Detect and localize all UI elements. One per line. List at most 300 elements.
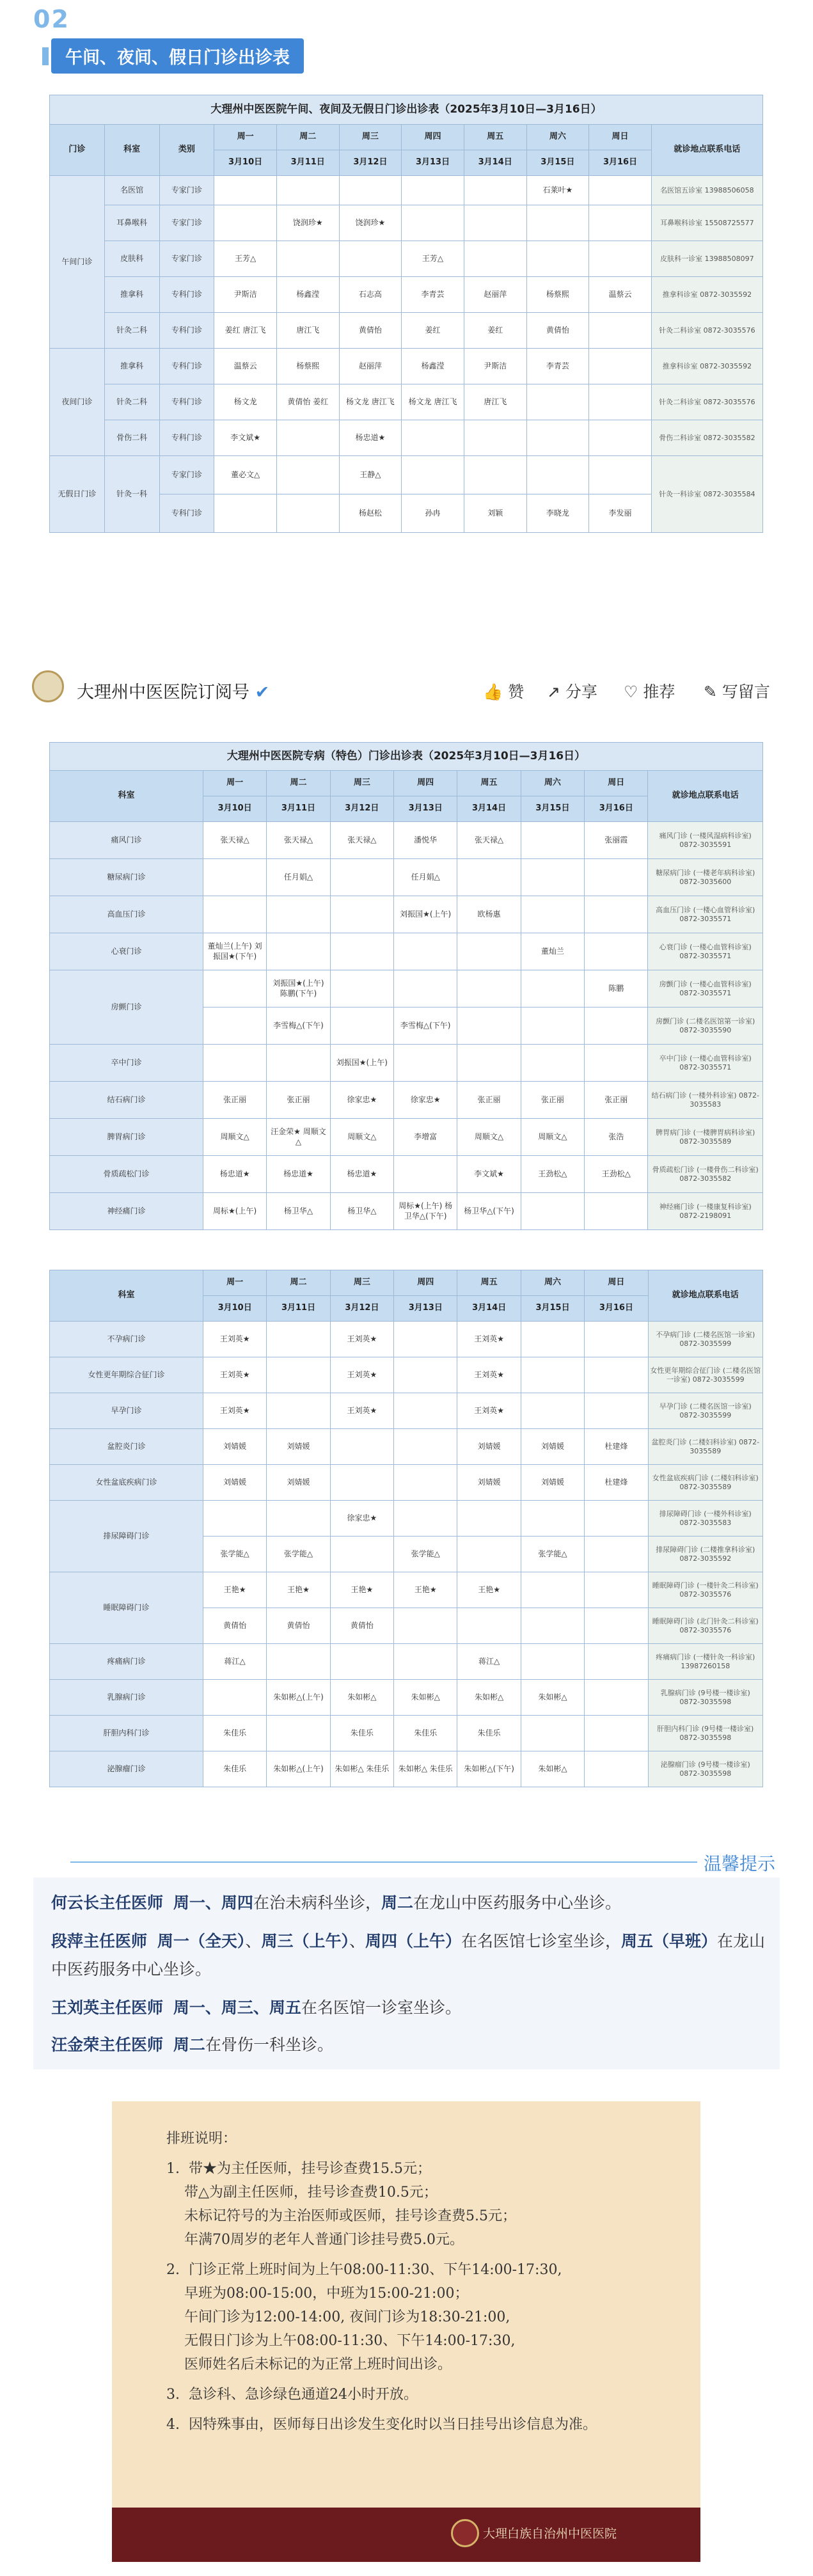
table-row	[50, 1680, 763, 1716]
heart-icon: ♡	[624, 683, 638, 701]
doctor-cell	[521, 1644, 584, 1680]
doctor-cell: 周标★(上午) 杨卫华△(下午)	[394, 1193, 457, 1230]
doctor-cell: 李文斌★	[214, 420, 277, 456]
doctor-cell: 黄倩怡	[203, 1608, 266, 1644]
doctor-cell	[330, 1429, 393, 1465]
contact-cell: 女性盆底疾病门诊 (二楼妇科诊室) 0872-3035589	[648, 1465, 762, 1501]
hospital-logo-icon	[451, 2519, 479, 2547]
doctor-cell	[457, 1608, 521, 1644]
doctor-cell	[267, 1716, 330, 1751]
doctor-cell	[585, 1322, 648, 1357]
doctor-cell	[394, 1045, 457, 1082]
dept-cell: 肝胆内科门诊	[50, 1716, 203, 1751]
doctor-cell	[521, 1572, 584, 1608]
header-dept: 科室	[104, 125, 159, 176]
header-date: 3月12日	[330, 796, 393, 822]
doctor-cell	[394, 933, 457, 970]
doctor-cell: 刘婧媛	[203, 1429, 266, 1465]
doctor-cell: 王芳△	[402, 241, 464, 277]
doctor-cell: 王艳★	[330, 1572, 393, 1608]
doctor-cell: 王刘英★	[330, 1393, 393, 1429]
doctor-cell	[589, 241, 652, 277]
contact-cell: 肝胆内科门诊 (9号楼一楼诊室) 0872-3035598	[648, 1716, 762, 1751]
doctor-cell	[585, 1045, 648, 1082]
doctor-cell	[203, 896, 266, 933]
dept-cell: 睡眠障碍门诊	[50, 1572, 203, 1644]
thumb-up-icon: 👍	[483, 683, 503, 701]
doctor-cell	[267, 1393, 330, 1429]
doctor-cell: 朱如彬△	[457, 1680, 521, 1716]
doctor-cell: 尹斯洁	[214, 277, 277, 313]
doctor-cell: 张正丽	[457, 1082, 521, 1119]
notice-line: 带△为副主任医师，挂号诊查费10.5元；	[166, 2185, 438, 2201]
doctor-cell	[585, 1716, 648, 1751]
table-title: 大理州中医医院专病（特色）门诊出诊表（2025年3月10日—3月16日）	[50, 743, 763, 771]
type-cell: 专家门诊	[159, 456, 214, 494]
comment-icon: ✎	[704, 683, 717, 701]
doctor-cell	[585, 859, 648, 896]
doctor-cell: 刘婧媛	[457, 1429, 521, 1465]
doctor-cell	[457, 859, 521, 896]
doctor-cell: 朱佳乐	[457, 1716, 521, 1751]
dept-cell: 推拿科	[104, 277, 159, 313]
doctor-cell: 朱佳乐	[203, 1716, 266, 1751]
doctor-cell: 杨鑫滢	[276, 277, 339, 313]
doctor-cell	[521, 1322, 584, 1357]
type-cell: 专家门诊	[159, 205, 214, 241]
clinic-group: 午间门诊	[50, 176, 105, 349]
doctor-cell	[330, 970, 393, 1007]
clinic-group: 夜间门诊	[50, 349, 105, 456]
doctor-cell	[267, 1644, 330, 1680]
doctor-cell: 汪金荣★ 周顺文△	[267, 1119, 330, 1156]
header-day: 周六	[526, 125, 589, 150]
header-date: 3月12日	[339, 150, 402, 176]
doctor-cell	[394, 1393, 457, 1429]
doctor-cell	[526, 456, 589, 494]
doctor-cell: 杨卫华△	[330, 1193, 393, 1230]
doctor-cell: 石志高	[339, 277, 402, 313]
doctor-cell	[521, 1716, 584, 1751]
doctor-cell	[203, 859, 266, 896]
dept-cell: 疼痛病门诊	[50, 1644, 203, 1680]
doctor-cell: 饶润珍★	[339, 205, 402, 241]
doctor-cell: 任月娟△	[267, 859, 330, 896]
doctor-cell: 王刘英★	[457, 1357, 521, 1393]
doctor-cell	[394, 1465, 457, 1501]
doctor-cell: 朱如彬△	[330, 1680, 393, 1716]
table-row	[50, 1045, 763, 1082]
doctor-cell: 尹斯洁	[464, 349, 526, 384]
header-date: 3月16日	[589, 150, 652, 176]
doctor-cell	[521, 1393, 584, 1429]
doctor-cell	[330, 1537, 393, 1572]
table-title: 大理州中医医院午间、夜间及无假日门诊出诊表（2025年3月10日—3月16日）	[50, 95, 763, 125]
doctor-cell: 杨蔡熙	[526, 277, 589, 313]
doctor-cell	[267, 1357, 330, 1393]
doctor-cell	[339, 176, 402, 205]
doctor-cell	[402, 205, 464, 241]
header-dept: 科室	[50, 771, 203, 822]
doctor-cell: 唐江飞	[464, 384, 526, 420]
doctor-cell: 徐家忠★	[330, 1082, 393, 1119]
doctor-cell: 董必文△	[214, 456, 277, 494]
doctor-cell: 王刘英★	[330, 1322, 393, 1357]
type-cell: 专科门诊	[159, 277, 214, 313]
doctor-cell: 张天禄△	[457, 822, 521, 859]
notice-heading: 排班说明：	[166, 2131, 237, 2147]
tip-2: 段萍主任医师 周一（全天）、周三（上午）、周四（上午）在名医馆七诊室坐诊，周五（早班）在龙山中医药服务中心坐诊。	[51, 1932, 766, 1979]
contact-cell: 针灸二科诊室 0872-3035576	[651, 384, 762, 420]
doctor-cell	[330, 859, 393, 896]
doctor-cell: 李雪梅△(下午)	[394, 1007, 457, 1045]
type-cell: 专家门诊	[159, 176, 214, 205]
doctor-cell: 温蔡云	[589, 277, 652, 313]
doctor-cell: 朱如彬△	[521, 1751, 584, 1787]
doctor-cell: 刘婧媛	[521, 1465, 584, 1501]
share-icon: ↗	[547, 683, 560, 701]
header-date: 3月14日	[457, 1296, 521, 1322]
doctor-cell: 杜建烽	[585, 1429, 648, 1465]
table-row	[50, 456, 763, 494]
doctor-cell: 姜红	[402, 313, 464, 349]
doctor-cell: 唐江飞	[276, 313, 339, 349]
header-date: 3月11日	[267, 1296, 330, 1322]
doctor-cell: 黄倩怡	[526, 313, 589, 349]
doctor-cell: 周顺文△	[330, 1119, 393, 1156]
doctor-cell	[394, 1608, 457, 1644]
doctor-cell: 张天禄△	[267, 822, 330, 859]
doctor-cell: 张正丽	[521, 1082, 584, 1119]
doctor-cell	[457, 1045, 521, 1082]
doctor-cell: 王刘英★	[203, 1357, 266, 1393]
doctor-cell: 刘婧媛	[267, 1465, 330, 1501]
doctor-cell	[276, 494, 339, 533]
doctor-cell: 王芳△	[214, 241, 277, 277]
contact-cell: 卒中门诊 (一楼心血管科诊室) 0872-3035571	[648, 1045, 763, 1082]
doctor-cell	[521, 1501, 584, 1537]
doctor-cell	[526, 384, 589, 420]
table-row	[50, 1501, 763, 1537]
doctor-cell	[464, 205, 526, 241]
notice-line: 未标记符号的为主治医师或医师，挂号诊查费5.5元；	[166, 2208, 516, 2224]
dept-cell: 房颤门诊	[50, 970, 203, 1045]
header-day: 周六	[521, 771, 584, 796]
doctor-cell	[589, 349, 652, 384]
doctor-cell	[214, 205, 277, 241]
contact-cell: 早孕门诊 (二楼名医馆一诊室) 0872-3035599	[648, 1393, 762, 1429]
header-day: 周日	[585, 1270, 648, 1296]
doctor-cell: 张天禄△	[330, 822, 393, 859]
doctor-cell: 董灿兰	[521, 933, 584, 970]
doctor-cell: 刘婧媛	[203, 1465, 266, 1501]
notice-line: 年满70周岁的老年人普通门诊挂号费5.0元。	[166, 2232, 464, 2248]
doctor-cell: 朱如彬△(下午)	[457, 1751, 521, 1787]
notice-line: 3. 急诊科、急诊绿色通道24小时开放。	[166, 2387, 418, 2403]
doctor-cell: 杨卫华△	[267, 1193, 330, 1230]
doctor-cell: 张正丽	[585, 1082, 648, 1119]
dept-cell: 糖尿病门诊	[50, 859, 203, 896]
header-date: 3月14日	[464, 150, 526, 176]
doctor-cell	[394, 970, 457, 1007]
type-cell: 专科门诊	[159, 420, 214, 456]
table-row	[50, 1322, 763, 1357]
table-row	[50, 1465, 763, 1501]
doctor-cell: 杨鑫滢	[402, 349, 464, 384]
doctor-cell	[330, 896, 393, 933]
doctor-cell: 黄倩怡	[339, 313, 402, 349]
contact-cell: 不孕病门诊 (二楼名医馆一诊室) 0872-3035599	[648, 1322, 762, 1357]
dept-cell: 女性盆底疾病门诊	[50, 1465, 203, 1501]
doctor-cell: 赵丽萍	[339, 349, 402, 384]
table-row	[50, 1156, 763, 1193]
contact-cell: 女性更年期综合征门诊 (二楼名医馆一诊室) 0872-3035599	[648, 1357, 762, 1393]
header-type: 类别	[159, 125, 214, 176]
dept-cell: 脾胃病门诊	[50, 1119, 203, 1156]
doctor-cell	[330, 1644, 393, 1680]
doctor-cell	[214, 176, 277, 205]
table-row	[50, 205, 763, 241]
share-button[interactable]: ↗ 分享	[547, 683, 597, 701]
doctor-cell	[267, 1045, 330, 1082]
doctor-cell	[521, 859, 584, 896]
doctor-cell: 杜建烽	[585, 1465, 648, 1501]
notice-line: 医师姓名后未标记的为正常上班时间出诊。	[166, 2357, 452, 2373]
doctor-cell: 朱如彬△	[521, 1680, 584, 1716]
doctor-cell	[585, 1680, 648, 1716]
doctor-cell	[457, 1537, 521, 1572]
table-row	[50, 313, 763, 349]
special-clinic-table-2	[49, 1270, 763, 1787]
dept-cell: 排尿障碍门诊	[50, 1501, 203, 1572]
table-row	[50, 1572, 763, 1608]
header-date: 3月13日	[394, 796, 457, 822]
doctor-cell: 朱如彬△ 朱佳乐	[394, 1751, 457, 1787]
doctor-cell: 王刘英★	[457, 1393, 521, 1429]
doctor-cell: 王艳★	[267, 1572, 330, 1608]
doctor-cell: 王刘英★	[330, 1357, 393, 1393]
tip-3: 王刘英主任医师 周一、周三、周五在名医馆一诊室坐诊。	[51, 1998, 461, 2017]
contact-cell: 睡眠障碍门诊 (北门针灸二科诊室) 0872-3035576	[648, 1608, 762, 1644]
doctor-cell	[521, 970, 584, 1007]
doctor-cell: 张正丽	[203, 1082, 266, 1119]
doctor-cell	[267, 1501, 330, 1537]
header-day: 周四	[402, 125, 464, 150]
table-row	[50, 1751, 763, 1787]
doctor-cell	[585, 1007, 648, 1045]
contact-cell: 推拿科诊室 0872-3035592	[651, 349, 762, 384]
table-row	[50, 859, 763, 896]
section-title: 午间、夜间、假日门诊出诊表	[51, 38, 304, 74]
section-number: 02	[33, 5, 70, 33]
dept-cell: 盆腔炎门诊	[50, 1429, 203, 1465]
doctor-cell: 王劲松△	[521, 1156, 584, 1193]
dept-cell: 高血压门诊	[50, 896, 203, 933]
contact-cell: 脾胃病门诊 (一楼脾胃病科诊室) 0872-3035589	[648, 1119, 763, 1156]
notice-line: 1. 带★为主任医师，挂号诊查费15.5元；	[166, 2161, 431, 2177]
dept-cell: 不孕病门诊	[50, 1322, 203, 1357]
doctor-cell	[589, 384, 652, 420]
contact-cell: 痛风门诊 (一楼风湿病科诊室) 0872-3035591	[648, 822, 763, 859]
doctor-cell	[276, 420, 339, 456]
doctor-cell	[464, 176, 526, 205]
contact-cell: 推拿科诊室 0872-3035592	[651, 277, 762, 313]
doctor-cell: 朱佳乐	[203, 1751, 266, 1787]
contact-cell: 针灸一科诊室 0872-3035584	[651, 456, 762, 533]
doctor-cell: 王静△	[339, 456, 402, 494]
doctor-cell	[457, 970, 521, 1007]
doctor-cell	[394, 1156, 457, 1193]
dept-cell: 乳腺病门诊	[50, 1680, 203, 1716]
table-row	[50, 349, 763, 384]
comment-button[interactable]: ✎ 写留言	[704, 683, 770, 701]
dept-cell: 皮肤科	[104, 241, 159, 277]
doctor-cell	[276, 456, 339, 494]
doctor-cell	[464, 420, 526, 456]
doctor-cell: 赵丽萍	[464, 277, 526, 313]
header-date: 3月14日	[457, 796, 521, 822]
dept-cell: 针灸二科	[104, 384, 159, 420]
doctor-cell	[589, 420, 652, 456]
account-name[interactable]: 大理州中医医院订阅号 ✔	[77, 683, 270, 702]
doctor-cell: 蒋江△	[457, 1644, 521, 1680]
doctor-cell	[457, 1501, 521, 1537]
doctor-cell: 刘婧媛	[457, 1465, 521, 1501]
doctor-cell	[526, 420, 589, 456]
dept-cell: 结石病门诊	[50, 1082, 203, 1119]
tip-4: 汪金荣主任医师 周二在骨伤一科坐诊。	[51, 2035, 333, 2054]
header-dept: 科室	[50, 1270, 203, 1322]
doctor-cell: 李文斌★	[457, 1156, 521, 1193]
notice-line: 2. 门诊正常上班时间为上午08:00-11:30、下午14:00-17:30,	[166, 2262, 562, 2278]
doctor-cell	[402, 176, 464, 205]
doctor-cell: 杨忠道★	[330, 1156, 393, 1193]
doctor-cell: 陈鹏	[585, 970, 648, 1007]
doctor-cell	[585, 1751, 648, 1787]
contact-cell: 骨伤二科诊室 0872-3035582	[651, 420, 762, 456]
doctor-cell	[267, 1322, 330, 1357]
contact-cell: 耳鼻喉科诊室 15508725577	[651, 205, 762, 241]
doctor-cell: 任月娟△	[394, 859, 457, 896]
header-date: 3月15日	[521, 1296, 584, 1322]
doctor-cell: 温蔡云	[214, 349, 277, 384]
doctor-cell: 李雪梅△(下午)	[267, 1007, 330, 1045]
dept-cell: 针灸一科	[104, 456, 159, 533]
doctor-cell: 李增富	[394, 1119, 457, 1156]
doctor-cell: 朱如彬△ 朱佳乐	[330, 1751, 393, 1787]
table-row	[50, 970, 763, 1007]
doctor-cell	[526, 241, 589, 277]
header-day: 周三	[339, 125, 402, 150]
doctor-cell: 姜红 唐江飞	[214, 313, 277, 349]
doctor-cell	[267, 896, 330, 933]
header-date: 3月16日	[585, 1296, 648, 1322]
doctor-cell: 张丽霞	[585, 822, 648, 859]
table-row	[50, 1119, 763, 1156]
table-row	[50, 384, 763, 420]
doctor-cell: 朱如彬△(上午)	[267, 1751, 330, 1787]
doctor-cell	[330, 1007, 393, 1045]
doctor-cell: 周顺文△	[203, 1119, 266, 1156]
type-cell: 专科门诊	[159, 349, 214, 384]
header-day: 周二	[276, 125, 339, 150]
doctor-cell	[203, 970, 266, 1007]
doctor-cell: 刘振国★(上午)	[394, 896, 457, 933]
table-row	[50, 1429, 763, 1465]
contact-cell: 乳腺病门诊 (9号楼一楼诊室) 0872-3035598	[648, 1680, 762, 1716]
doctor-cell: 杨卫华△(下午)	[457, 1193, 521, 1230]
like-button[interactable]: 👍 赞	[483, 683, 525, 701]
doctor-cell	[394, 1501, 457, 1537]
doctor-cell	[589, 205, 652, 241]
header-date: 3月10日	[214, 150, 277, 176]
doctor-cell: 黄倩怡 姜红	[276, 384, 339, 420]
table-row	[50, 1716, 763, 1751]
notice-line: 4. 因特殊事由，医师每日出诊发生变化时以当日挂号出诊信息为准。	[166, 2417, 597, 2433]
doctor-cell: 黄倩怡	[330, 1608, 393, 1644]
dept-cell: 女性更年期综合征门诊	[50, 1357, 203, 1393]
doctor-cell	[394, 1429, 457, 1465]
notice-line: 无假日门诊为上午08:00-11:30、下午14:00-17:30,	[166, 2333, 516, 2349]
doctor-cell: 张天禄△	[203, 822, 266, 859]
doctor-cell: 石莱叶★	[526, 176, 589, 205]
doctor-cell: 李青芸	[526, 349, 589, 384]
doctor-cell	[203, 1007, 266, 1045]
doctor-cell: 杨忠道★	[267, 1156, 330, 1193]
doctor-cell: 王刘英★	[457, 1322, 521, 1357]
account-bar	[32, 665, 787, 710]
header-day: 周一	[203, 1270, 266, 1296]
doctor-cell: 刘婧媛	[267, 1429, 330, 1465]
doctor-cell: 王艳★	[394, 1572, 457, 1608]
contact-cell: 房颤门诊 (一楼心血管科诊室) 0872-3035571	[648, 970, 763, 1007]
dept-cell: 推拿科	[104, 349, 159, 384]
type-cell: 专科门诊	[159, 384, 214, 420]
dept-cell: 卒中门诊	[50, 1045, 203, 1082]
doctor-cell	[214, 494, 277, 533]
dept-cell: 心衰门诊	[50, 933, 203, 970]
doctor-cell	[203, 1501, 266, 1537]
doctor-cell: 张学能△	[267, 1537, 330, 1572]
doctor-cell	[330, 933, 393, 970]
header-date: 3月15日	[526, 150, 589, 176]
dept-cell: 神经痛门诊	[50, 1193, 203, 1230]
doctor-cell	[276, 241, 339, 277]
contact-cell: 结石病门诊 (一楼外科诊室) 0872-3035583	[648, 1082, 763, 1119]
doctor-cell	[521, 1045, 584, 1082]
recommend-button[interactable]: ♡ 推荐	[624, 683, 675, 701]
table-row	[50, 420, 763, 456]
table-row	[50, 1193, 763, 1230]
contact-cell: 神经痛门诊 (一楼康复科诊室) 0872-2198091	[648, 1193, 763, 1230]
doctor-cell: 杨文龙 唐江飞	[339, 384, 402, 420]
doctor-cell	[394, 1644, 457, 1680]
doctor-cell	[402, 456, 464, 494]
dept-cell: 痛风门诊	[50, 822, 203, 859]
doctor-cell: 潘悦华	[394, 822, 457, 859]
doctor-cell	[585, 896, 648, 933]
dept-cell: 耳鼻喉科	[104, 205, 159, 241]
header-day: 周一	[203, 771, 266, 796]
doctor-cell: 周顺文△	[521, 1119, 584, 1156]
doctor-cell	[521, 896, 584, 933]
special-clinic-table	[49, 742, 763, 1230]
doctor-cell	[589, 313, 652, 349]
type-cell: 专科门诊	[159, 494, 214, 533]
table-row	[50, 1082, 763, 1119]
doctor-cell	[589, 456, 652, 494]
doctor-cell	[203, 1045, 266, 1082]
